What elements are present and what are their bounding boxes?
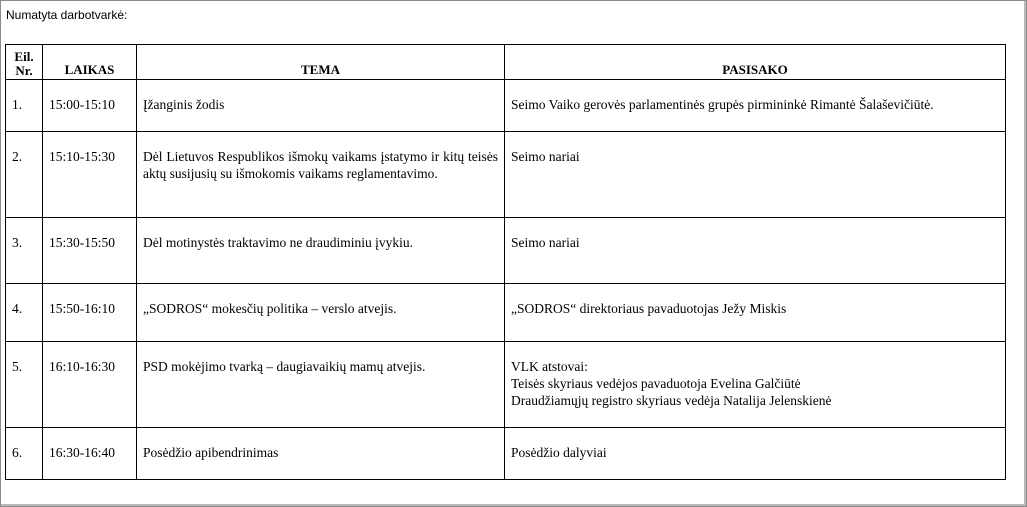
row-topic: Dėl motinystės traktavimo ne draudiminiu įvykiu. bbox=[137, 218, 505, 284]
row-nr: 6. bbox=[6, 428, 43, 480]
row-speakers bbox=[505, 428, 1006, 480]
table-row bbox=[6, 218, 1006, 284]
row-topic: „SODROS“ mokesčių politika – verslo atvejis. bbox=[137, 284, 505, 342]
header-nr-line2: Nr. bbox=[15, 63, 33, 78]
speaker-line: Draudžiamųjų registro skyriaus vedėja Natalija Jelenskienė bbox=[511, 393, 832, 408]
speaker-line: Teisės skyriaus vedėjos pavaduotoja Evelina Galčiūtė bbox=[511, 376, 801, 391]
row-time: 15:50-16:10 bbox=[43, 284, 137, 342]
header-topic: TEMA bbox=[137, 45, 505, 80]
header-speakers: PASISAKO bbox=[505, 45, 1006, 80]
agenda-caption: Numatyta darbotvarkė: bbox=[6, 8, 128, 22]
table-row bbox=[6, 342, 1006, 428]
table-row bbox=[6, 132, 1006, 218]
row-nr: 5. bbox=[6, 342, 43, 428]
row-topic: Posėdžio apibendrinimas bbox=[137, 428, 505, 480]
speaker-line: Seimo nariai bbox=[511, 235, 580, 250]
speaker-line: Posėdžio dalyviai bbox=[511, 445, 607, 460]
speaker-line: Seimo nariai bbox=[511, 149, 580, 164]
row-time: 15:30-15:50 bbox=[43, 218, 137, 284]
row-topic: Įžanginis žodis bbox=[137, 80, 505, 132]
row-time: 16:10-16:30 bbox=[43, 342, 137, 428]
table-row bbox=[6, 284, 1006, 342]
row-nr: 4. bbox=[6, 284, 43, 342]
row-speakers bbox=[505, 80, 1006, 132]
row-speakers bbox=[505, 284, 1006, 342]
row-topic: PSD mokėjimo tvarką – daugiavaikių mamų atvejis. bbox=[137, 342, 505, 428]
table-row bbox=[6, 80, 1006, 132]
row-speakers bbox=[505, 342, 1006, 428]
speaker-line: VLK atstovai: bbox=[511, 359, 588, 374]
row-topic: Dėl Lietuvos Respublikos išmokų vaikams įstatymo ir kitų teisės aktų susijusių su išmokomis vaikams reglamentavimo. bbox=[137, 132, 505, 218]
row-time: 15:00-15:10 bbox=[43, 80, 137, 132]
row-nr: 1. bbox=[6, 80, 43, 132]
speaker-line: Seimo Vaiko gerovės parlamentinės grupės pirmininkė Rimantė Šalaševičiūtė. bbox=[511, 97, 934, 112]
table-row bbox=[6, 428, 1006, 480]
row-speakers bbox=[505, 218, 1006, 284]
header-nr-line1: Eil. bbox=[14, 49, 34, 64]
row-speakers bbox=[505, 132, 1006, 218]
header-time: LAIKAS bbox=[43, 45, 137, 80]
row-nr: 2. bbox=[6, 132, 43, 218]
agenda-table bbox=[5, 44, 1006, 480]
row-time: 16:30-16:40 bbox=[43, 428, 137, 480]
speaker-line: „SODROS“ direktoriaus pavaduotojas Ježy Miskis bbox=[511, 301, 787, 316]
header-row bbox=[6, 45, 1006, 80]
header-nr bbox=[6, 45, 43, 80]
row-time: 15:10-15:30 bbox=[43, 132, 137, 218]
row-nr: 3. bbox=[6, 218, 43, 284]
